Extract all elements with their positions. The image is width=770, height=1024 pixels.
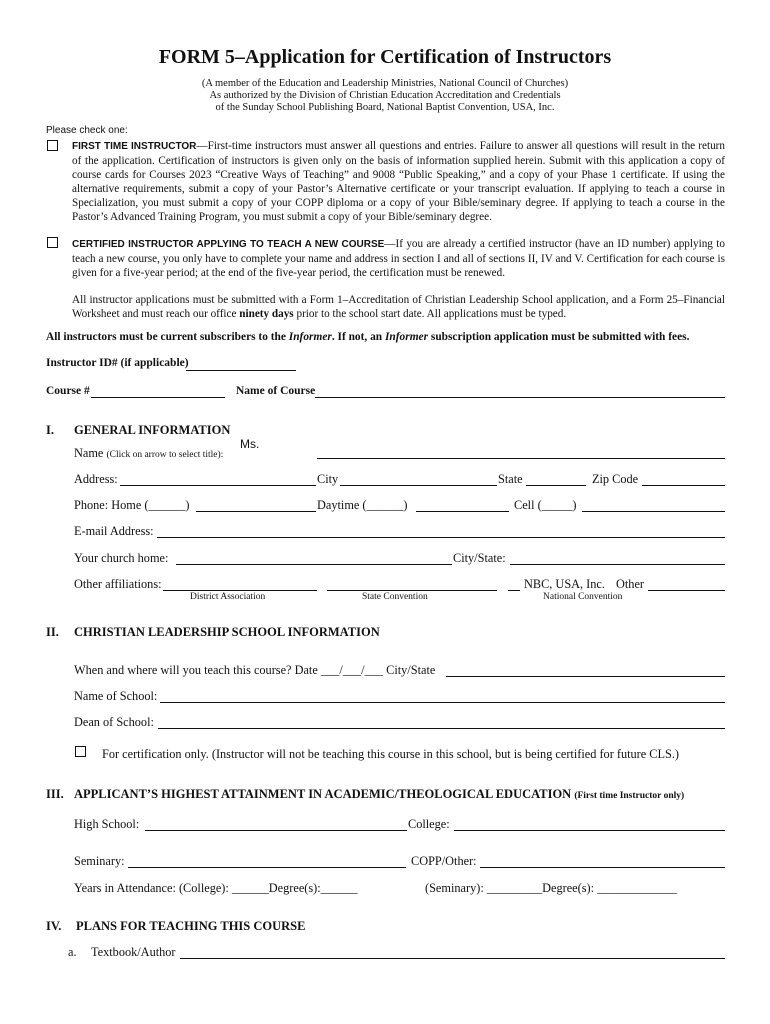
zip-label: Zip Code (592, 472, 639, 486)
submission-text-1: All instructor applications must be submitted with a Form 1–Accreditation of Christian Leadership School application, and a Form 25–Financial Worksheet and must reach our office (72, 294, 725, 320)
form-title: FORM 5–Application for Certification of Instructors (158, 46, 612, 68)
address-label: Address: (74, 472, 118, 486)
section-1-numeral: I. (46, 423, 54, 437)
section-4-numeral: IV. (46, 919, 62, 933)
course-number-label: Course # (46, 385, 90, 397)
name-field[interactable] (317, 458, 725, 459)
city-label: City (317, 472, 339, 486)
nbc-label: NBC, USA, Inc. (524, 577, 605, 591)
daytime-label: Daytime (______) (317, 498, 408, 512)
submission-deadline: ninety days (239, 308, 294, 320)
school-name-label: Name of School: (74, 689, 158, 703)
church-city-state-label: City/State: (453, 551, 506, 565)
certified-text: —If you are already a certified instructor (have an ID number) applying to teach a new course, you only have to complete your name and address in section I and all of sections II, IV and V. Certification for each course is given for a five-year period; at the end of the five-year period, the certification must be renewed. (72, 238, 725, 279)
email-field[interactable] (157, 537, 725, 538)
certified-heading: CERTIFIED INSTRUCTOR APPLYING TO TEACH A NEW COURSE (72, 239, 385, 250)
daytime-field[interactable] (416, 511, 509, 512)
first-time-heading: FIRST TIME INSTRUCTOR (72, 141, 197, 152)
teach-city-state-field[interactable] (446, 676, 725, 677)
section-4-title: PLANS FOR TEACHING THIS COURSE (76, 919, 306, 933)
college-field[interactable] (454, 830, 725, 831)
teach-when-label: When and where will you teach this course? Date ___/___/___ City/State (74, 663, 436, 677)
address-field[interactable] (120, 485, 316, 486)
instructor-id-field[interactable] (186, 370, 296, 371)
church-field[interactable] (176, 564, 452, 565)
high-school-field[interactable] (145, 830, 407, 831)
dean-label: Dean of School: (74, 715, 154, 729)
subtitle-line-3: of the Sunday School Publishing Board, National Baptist Convention, USA, Inc. (215, 102, 555, 113)
other-affiliations-label: Other affiliations: (74, 577, 162, 591)
submission-requirements (72, 293, 725, 321)
section-2-title: CHRISTIAN LEADERSHIP SCHOOL INFORMATION (74, 625, 380, 639)
copp-label: COPP/Other: (411, 854, 477, 868)
cell-label: Cell (_____) (514, 498, 577, 512)
teach-date-field[interactable]: ___/___/___ (320, 663, 384, 677)
seminary-label: Seminary: (74, 854, 125, 868)
certified-paragraph (72, 237, 725, 280)
course-number-field[interactable] (91, 397, 225, 398)
zip-field[interactable] (642, 485, 725, 486)
subtitle-line-1: (A member of the Education and Leadership Ministries, National Council of Churches) (201, 78, 569, 89)
item-a-letter: a. (68, 945, 77, 959)
phone-home-field[interactable] (196, 511, 316, 512)
other-label: Other (616, 577, 644, 591)
subtitle-line-2: As authorized by the Division of Christian Education Accreditation and Credentials (209, 90, 561, 101)
state-convention-field[interactable] (327, 590, 497, 591)
state-convention-caption: State Convention (362, 592, 428, 602)
first-time-paragraph (72, 139, 725, 224)
city-field[interactable] (340, 485, 497, 486)
years-seminary-label: (Seminary): _________Degree(s): _____________ (425, 881, 678, 895)
phone-home-label: Phone: Home (______) (74, 498, 190, 512)
other-affiliation-field[interactable] (648, 590, 725, 591)
copp-field[interactable] (480, 867, 725, 868)
certification-only-label: For certification only. (Instructor will not be teaching this course in this school, but is being certified for future CLS.) (102, 747, 680, 761)
district-association-caption: District Association (190, 592, 266, 602)
certification-only-checkbox[interactable] (75, 746, 86, 757)
first-time-text: —First-time instructors must answer all questions and entries. Failure to answer all questions will result in the return of the application. Certification of instructors is given only on the basis of information supplied herein. Submit with this application a copy of course cards for Courses 2023 “Creative Ways of Teaching” and 9008 “Public Speaking,” and a copy of your Phase 1 certificate. If using the alternative requirements, submit a copy of your Pastor’s Alternative certificate or your transcript evaluation. If applying to teach a course in Specialization, you must submit a copy of your COPP diploma or a copy of your Bible/seminary degree. If applying to teach a course in the Pastor’s Advanced Training Program, you must submit a copy of your Bible/seminary degree. (72, 140, 725, 223)
section-3-numeral: III. (46, 787, 64, 801)
textbook-author-label: Textbook/Author (91, 945, 176, 959)
seminary-field[interactable] (128, 867, 406, 868)
college-label: College: (408, 817, 450, 831)
years-college-label: Years in Attendance: (College): ______Degree(s):______ (74, 881, 358, 895)
state-label: State (498, 472, 523, 486)
high-school-label: High School: (74, 817, 140, 831)
section-2-numeral: II. (46, 625, 59, 639)
dean-field[interactable] (158, 728, 725, 729)
church-label: Your church home: (74, 551, 169, 565)
church-city-state-field[interactable] (510, 564, 725, 565)
name-title-select[interactable]: Ms. (240, 437, 260, 451)
national-convention-caption: National Convention (543, 592, 623, 602)
check-prompt: Please check one: (46, 125, 128, 136)
district-association-field[interactable] (163, 590, 317, 591)
course-name-label: Name of Course (236, 385, 316, 397)
email-label: E-mail Address: (74, 524, 154, 538)
course-name-field[interactable] (315, 397, 725, 398)
state-field[interactable] (526, 485, 586, 486)
instructor-id-label: Instructor ID# (if applicable) (46, 357, 189, 369)
cell-field[interactable] (582, 511, 725, 512)
submission-text-2: prior to the school start date. All applications must be typed. (293, 308, 567, 320)
name-label: Name (Click on arrow to select title): (74, 446, 224, 460)
first-time-checkbox[interactable] (47, 140, 58, 151)
school-name-field[interactable] (160, 702, 725, 703)
subscriber-notice: All instructors must be current subscribers to the Informer. If not, an Informer subscription application must be submitted with fees. (46, 331, 690, 343)
section-3-title: APPLICANT’S HIGHEST ATTAINMENT IN ACADEMIC/THEOLOGICAL EDUCATION (First time Instructor only) (74, 787, 685, 801)
certified-checkbox[interactable] (47, 237, 58, 248)
section-1-title: GENERAL INFORMATION (74, 423, 231, 437)
section-3-note: (First time Instructor only) (574, 791, 685, 801)
textbook-author-field[interactable] (180, 958, 725, 959)
national-convention-blank[interactable] (508, 590, 520, 591)
